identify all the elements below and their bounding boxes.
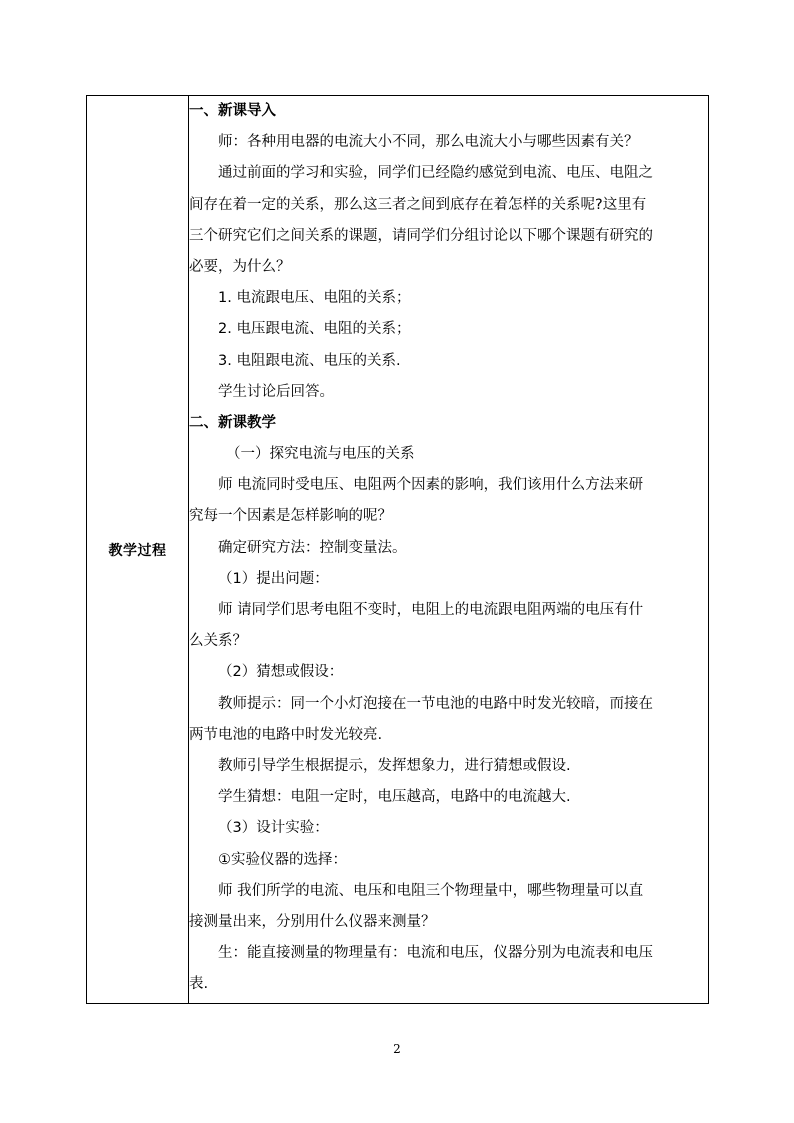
table-row [87, 96, 709, 1004]
content-line: （2）猜想或假设： [218, 664, 344, 681]
content-line: ①实验仪器的选择： [218, 851, 347, 868]
section-heading: 一、新课导入 [189, 103, 276, 119]
content-line: 究每一个因素是怎样影响的呢？ [189, 508, 392, 525]
row-label: 教学过程 [108, 542, 167, 559]
content-line: 师 电流同时受电压、电阻两个因素的影响，我们该用什么方法来研 [218, 477, 644, 494]
page-number: 2 [393, 1042, 401, 1056]
content-line: 间存在着一定的关系，那么这三者之间到底存在着怎样的关系呢?这里有 [189, 196, 647, 213]
content-line: 学生猜想：电阻一定时，电压越高，电路中的电流越大. [218, 789, 571, 806]
content-line: （1）提出问题： [218, 570, 329, 587]
content-line: 2. 电压跟电流、电阻的关系； [218, 321, 411, 338]
section-heading: 二、新课教学 [189, 414, 276, 431]
content-line: 接测量出来，分别用什么仪器来测量？ [189, 913, 436, 930]
content-line: 必要，为什么？ [189, 258, 291, 275]
content-line: 确定研究方法：控制变量法。 [218, 539, 407, 556]
content-line: 表. [189, 976, 209, 993]
row-label-cell [87, 96, 189, 1004]
content-line: 师 我们所学的电流、电压和电阻三个物理量中，哪些物理量可以直 [218, 882, 644, 899]
content-lines [189, 96, 708, 1000]
content-line: 通过前面的学习和实验，同学们已经隐约感觉到电流、电压、电阻之 [218, 165, 653, 182]
content-cell [189, 96, 709, 1004]
content-line: 两节电池的电路中时发光较亮. [189, 726, 383, 743]
content-line: 3. 电阻跟电流、电压的关系. [218, 352, 401, 369]
content-line: 三个研究它们之间关系的课题，请同学们分组讨论以下哪个课题有研究的 [189, 227, 653, 244]
content-line: （一）探究电流与电压的关系 [226, 446, 415, 463]
content-line: 师 请同学们思考电阻不变时，电阻上的电流跟电阻两端的电压有什 [218, 602, 644, 618]
lesson-table [86, 95, 709, 1004]
content-line: 学生讨论后回答。 [218, 383, 334, 400]
content-line: 么关系？ [189, 633, 247, 650]
content-line: （3）设计实验： [218, 820, 329, 837]
content-line: 教师提示：同一个小灯泡接在一节电池的电路中时发光较暗，而接在 [218, 695, 653, 712]
content-line: 师：各种用电器的电流大小不同，那么电流大小与哪些因素有关？ [218, 134, 639, 151]
content-line: 1. 电流跟电压、电阻的关系； [218, 290, 411, 307]
content-line: 教师引导学生根据提示，发挥想象力，进行猜想或假设. [218, 757, 571, 774]
content-line: 生：能直接测量的物理量有：电流和电压，仪器分别为电流表和电压 [218, 945, 653, 962]
